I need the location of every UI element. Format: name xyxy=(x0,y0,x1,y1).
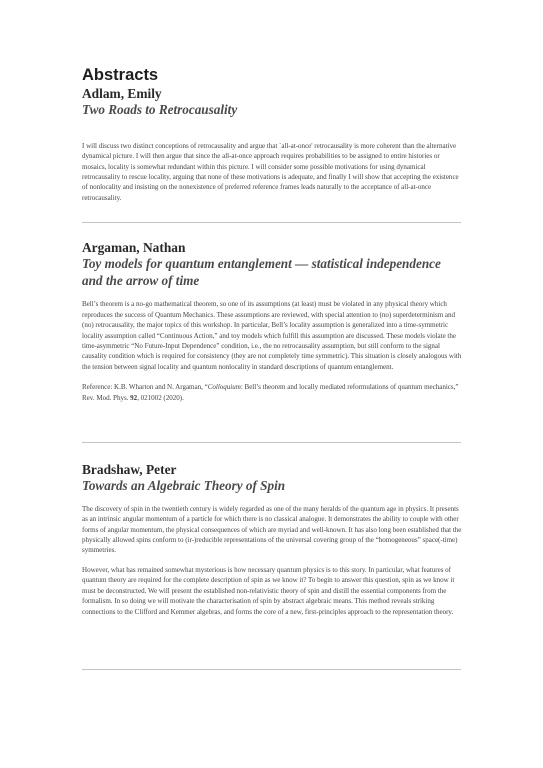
abstract-adlam xyxy=(82,86,462,203)
author-name: Bradshaw, Peter xyxy=(82,462,177,477)
section-divider xyxy=(82,222,461,223)
abstract-paragraph: However, what has remained somewhat mysterious is how necessary quantum physics is to this story. In particular, what features of quantum theory are required for the complete description of spin as we know it? To begin to answer this question, spin as we know it must be deconstructed. We will present the established non-relativistic theory of spin and distill the essential components from the formalism. In so doing we will motivate the characterisation of spin by abstract algebraic means. This method reveals striking connections to the Clifford and Kemmer algebras, and forms the core of a new, first-principles approach to the representation theory. xyxy=(82,565,455,616)
section-divider xyxy=(82,442,461,443)
talk-title: Toy models for quantum entanglement — statistical independence and the arrow of time xyxy=(82,256,441,288)
abstract-paragraph: The discovery of spin in the twentieth century is widely regarded as one of the many heralds of the quantum age in physics. It presents as an intrinsic angular momentum of a particle for which there is no classical analogue. It demonstrates the ability to couple with other forms of angular momentum, the physical consequences of which are myriad and well-known. It has also long been established that the physically allowed spins conform to (ir-)reducible representations of the universal covering group of the “homogeneous” space(-time) symmetries. xyxy=(82,504,462,555)
talk-title: Two Roads to Retrocausality xyxy=(82,102,238,117)
abstract-paragraph: I will discuss two distinct conceptions of retrocausality and argue that `all-at-once' retrocausality is more coherent than the alternative dynamical picture. I will then argue that since the all-at-once approach requires probabilities to be assigned to entire histories or mosaics, locality is somewhat redundant within this picture. I will consider some possible motivations for using dynamical retrocausality to rescue locality, arguing that none of these motivations is adequate, and finally I will show that accepting the existence of nonlocality and insisting on the nonexistence of preferred reference frames leads naturally to the acceptance of all-at-once retrocausality. xyxy=(82,141,459,202)
abstract-paragraph: Bell’s theorem is a no-go mathematical theorem, so one of its assumptions (at least) must be violated in any physical theory which reproduces the success of Quantum Mechanics. These assumptions are reviewed, with special attention to (no) superdeterminism and (no) retrocausality, the major topics of this workshop. In particular, Bell’s locality assumption is generalized into a time-symmetric locality assumption called “Continuous Action,” and toy models which fulfill this assumption are discussed. These models violate the time-asymmetric “No Future-Input Dependence” condition, i.e., the no retrocausality assumption, but still conform to the signal causality condition which is required for consistency (they are not completely time symmetric). This situation is closely analogous with the tension between signal locality and quantum nonlocality in standard descriptions of quantum entanglement. xyxy=(82,300,462,371)
abstract-argaman xyxy=(82,240,462,403)
author-name: Adlam, Emily xyxy=(82,86,162,101)
section-divider xyxy=(82,669,461,670)
author-name: Argaman, Nathan xyxy=(82,240,186,255)
talk-title: Towards an Algebraic Theory of Spin xyxy=(82,478,286,493)
page-title: Abstracts xyxy=(82,66,159,84)
abstract-bradshaw xyxy=(82,462,462,617)
reference-citation: Reference: K.B. Wharton and N. Argaman, “Colloquium: Bell’s theorem and locally mediated reformulations of quantum mechanics,” Rev. Mod. Phys. 92, 021002 (2020). xyxy=(82,383,459,402)
